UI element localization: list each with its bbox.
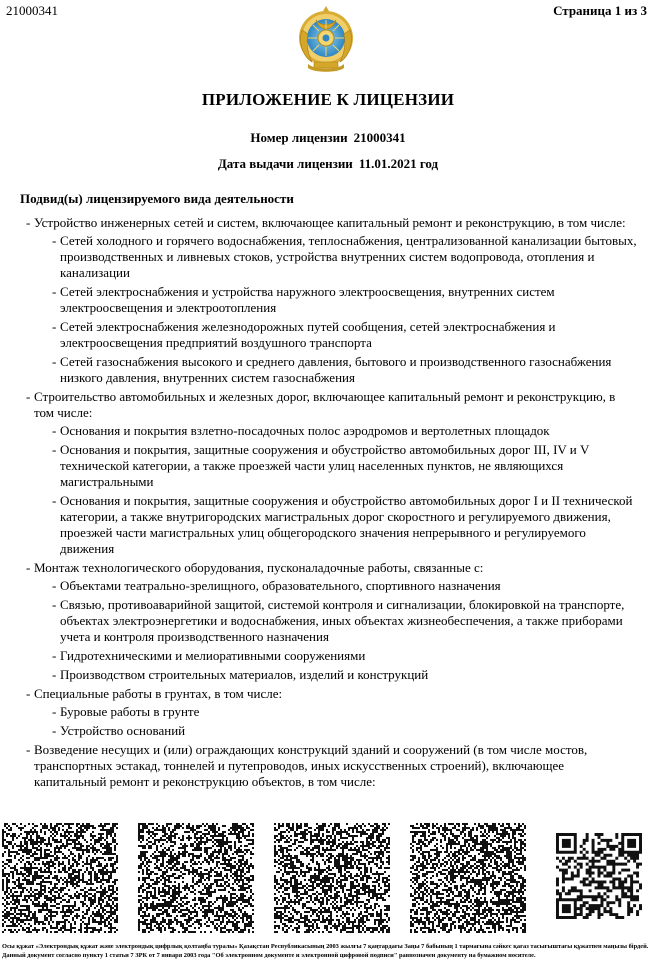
sub-activity-text: Сетей электроснабжения и устройства наружного электроосвещения, внутренних систем электроосвещения и электроотопления [60,284,555,315]
barcode-2d-icon [410,823,526,933]
sub-activity-text: Устройство оснований [60,723,186,738]
kazakhstan-state-emblem-icon [294,0,358,74]
barcode-strip [0,823,656,933]
sub-activity-item: - Сетей холодного и горячего водоснабжения, теплоснабжения, централизованной канализации бытовых, производственных и ливневых стоков, устройства внутренних систем водопровода, отопления и канализации [52,233,637,280]
sub-activity-text: Основания и покрытия взлетно-посадочных полос аэродромов и вертолетных площадок [60,423,550,438]
sub-activity-item: - Основания и покрытия, защитные сооружения и обустройство автомобильных дорог I и II технической категории, а также внутригородских магистральных дорог скоростного и регулируемого движения, проезжей части магистральных улиц общегородского значения непрерывного и регулируемого движения [52,493,633,556]
sub-activity-item: - Основания и покрытия взлетно-посадочных полос аэродромов и вертолетных площадок [52,423,550,438]
license-number-label: Номер лицензии [250,130,348,145]
sub-activity-text: Сетей холодного и горячего водоснабжения, теплоснабжения, централизованной канализации бытовых, производственных и ливневых стоков, устройства внутренних систем водопровода, отопления и канализации [60,233,637,280]
sub-activity-item: - Буровые работы в грунте [52,704,200,719]
sub-activity-item: - Устройство оснований [52,723,186,738]
sub-activity-text: Сетей электроснабжения железнодорожных путей сообщения, сетей электроснабжения и электроосвещения предприятий воздушного транспорта [60,319,556,350]
sub-activity-text: Объектами театрально-зрелищного, образовательного, спортивного назначения [60,578,501,593]
sub-activity-text: Сетей газоснабжения высокого и среднего давления, бытового и производственного газоснабжения низкого давления, внутренних систем газоснабжения [60,354,612,385]
sub-activity-text: Производством строительных материалов, изделий и конструкций [60,667,429,682]
license-number-line [0,130,656,146]
sub-activity-item: - Производством строительных материалов, изделий и конструкций [52,667,429,682]
sub-activity-item: - Основания и покрытия, защитные сооружения и обустройство автомобильных дорог III, IV и V технической категории, а также проезжей части улиц населенных пунктов, не являющихся магистральными [52,442,590,489]
sub-activity-text: Основания и покрытия, защитные сооружения и обустройство автомобильных дорог III, IV и V технической категории, а также проезжей части улиц населенных пунктов, не являющихся магистральными [60,442,590,489]
activity-item: - Специальные работы в грунтах, в том числе: [26,686,283,701]
activity-text: Монтаж технологического оборудования, пусконаладочные работы, связанные с: [34,560,484,575]
license-date-line [0,156,656,172]
sub-activity-item: - Сетей газоснабжения высокого и среднего давления, бытового и производственного газоснабжения низкого давления, внутренних систем газоснабжения [52,354,612,385]
activity-item: - Возведение несущих и (или) ограждающих конструкций зданий и сооружений (в том числе мостов, транспортных эстакад, тоннелей и путепроводов, иных искусственных строений), включающее капитальный ремонт и реконструкцию объектов, в том числе: [26,742,588,789]
sub-activity-item: - Сетей электроснабжения железнодорожных путей сообщения, сетей электроснабжения и электроосвещения предприятий воздушного транспорта [52,319,556,350]
sub-activity-text: Буровые работы в грунте [60,704,200,719]
document-title: ПРИЛОЖЕНИЕ К ЛИЦЕНЗИИ [201,90,455,109]
license-date-label: Дата выдачи лицензии [217,156,353,171]
activity-text: Строительство автомобильных и железных дорог, включающее капитальный ремонт и реконструкцию, в том числе: [34,389,616,420]
document-number: 21000341 [6,3,58,18]
activity-text: Устройство инженерных сетей и систем, включающее капитальный ремонт и реконструкцию, в том числе: [34,215,626,230]
sub-activity-text: Гидротехническими и мелиоративными сооружениями [60,648,366,663]
license-date-value: 11.01.2021 год [358,156,439,171]
barcode-2d-icon [2,823,118,933]
page-indicator: Страница 1 из 3 [553,3,647,18]
sub-activity-item: - Сетей электроснабжения и устройства наружного электроосвещения, внутренних систем электроосвещения и электроотопления [52,284,555,315]
activity-item: - Устройство инженерных сетей и систем, включающее капитальный ремонт и реконструкцию, в том числе: [26,215,626,230]
barcode-2d-icon [138,823,254,933]
activity-text: Возведение несущих и (или) ограждающих конструкций зданий и сооружений (в том числе мостов, транспортных эстакад, тоннелей и путепроводов, иных искусственных строений), включающее капитальный ремонт и реконструкцию объектов, в том числе: [34,742,588,789]
sub-activity-text: Основания и покрытия, защитные сооружения и обустройство автомобильных дорог I и II технической категории, а также внутригородских магистральных дорог скоростного и регулируемого движения, проезжей части магистральных улиц общегородского значения непрерывного и регулируемого движения [60,493,633,556]
section-heading: Подвид(ы) лицензируемого вида деятельности [20,191,294,206]
activity-list [26,215,638,792]
activity-item: - Строительство автомобильных и железных дорог, включающее капитальный ремонт и реконструкцию, в том числе: [26,389,616,420]
barcode-2d-icon [274,823,390,933]
sub-activity-item: - Связью, противоаварийной защитой, системой контроля и сигнализации, блокировкой на транспорте, объектах электроэнергетики и водоснабжения, иных объектах жизнеобеспечения, а также приборами учета и контроля производственного назначения [52,597,625,644]
sub-activity-item: - Гидротехническими и мелиоративными сооружениями [52,648,366,663]
activity-text: Специальные работы в грунтах, в том числе: [34,686,283,701]
qr-code-icon [556,833,642,919]
legal-footer: Осы құжат «Электрондық құжат және электрондық цифрлық қолтаңба туралы» Қазақстан Республикасының 2003 жылғы 7 қаңтардағы Заңы 7 бабының 1 тармағына сәйкес қағаз тасығыштағы құжатпен маңызы бірдей. Данный документ согласно пункту 1 статьи 7 ЗРК от 7 января 2003 года "Об электронном документе и электронной цифровой подписи" равнозначен документу на бумажном носителе. [2,943,649,959]
license-number-value: 21000341 [353,130,406,145]
activity-item: - Монтаж технологического оборудования, пусконаладочные работы, связанные с: [26,560,484,575]
sub-activity-item: - Объектами театрально-зрелищного, образовательного, спортивного назначения [52,578,501,593]
sub-activity-text: Связью, противоаварийной защитой, системой контроля и сигнализации, блокировкой на транспорте, объектах электроэнергетики и водоснабжения, иных объектах жизнеобеспечения, а также приборами учета и контроля производственного назначения [60,597,625,644]
